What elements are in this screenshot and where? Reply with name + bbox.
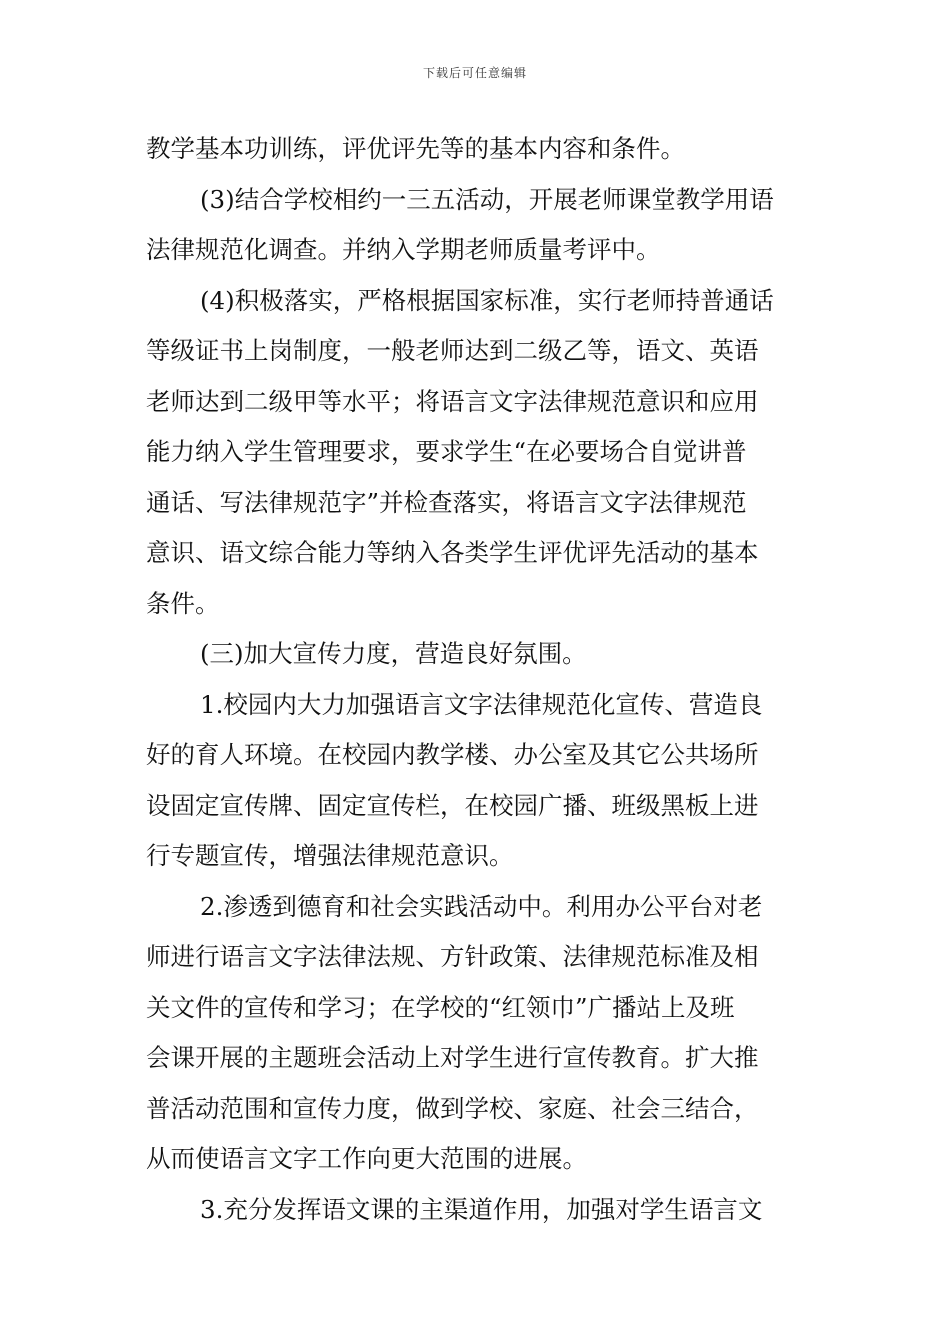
text-line: (4)积极落实，严格根据国家标准，实行老师持普通话 — [200, 285, 774, 315]
text-line: 师进行语言文字法律法规、方针政策、法律规范标准及相 — [146, 942, 759, 971]
text-line: 2.渗透到德育和社会实践活动中。利用办公平台对老 — [200, 891, 763, 921]
text-line: 3.充分发挥语文课的主渠道作用，加强对学生语言文 — [200, 1194, 763, 1224]
text-line: 关文件的宣传和学习；在学校的“红领巾”广播站上及班 — [146, 992, 735, 1022]
text-line: 意识、语文综合能力等纳入各类学生评优评先活动的基本 — [146, 538, 759, 567]
text-line: 通话、写法律规范字”并检查落实，将语言文字法律规范 — [146, 487, 747, 517]
text-line: (3)结合学校相约一三五活动，开展老师课堂教学用语 — [200, 184, 774, 214]
text-line: (三)加大宣传力度，营造良好氛围。 — [200, 639, 587, 668]
text-line: 1.校园内大力加强语言文字法律规范化宣传、营造良 — [200, 689, 763, 719]
text-line: 老师达到二级甲等水平；将语言文字法律规范意识和应用 — [146, 386, 759, 416]
text-line: 会课开展的主题班会活动上对学生进行宣传教育。扩大推 — [146, 1043, 759, 1072]
page-header: 下载后可任意编辑 — [422, 66, 527, 80]
text-line: 好的育人环境。在校园内教学楼、办公室及其它公共场所 — [146, 740, 759, 769]
text-line: 从而使语言文字工作向更大范围的进展。 — [146, 1144, 587, 1173]
text-line: 法律规范化调查。并纳入学期老师质量考评中。 — [146, 235, 661, 264]
text-line: 能力纳入学生管理要求，要求学生“在必要场合自觉讲普 — [146, 437, 747, 466]
text-line: 等级证书上岗制度，一般老师达到二级乙等，语文、英语 — [146, 336, 759, 365]
text-line: 条件。 — [146, 588, 220, 618]
text-line: 行专题宣传，增强法律规范意识。 — [146, 841, 514, 870]
text-line: 普活动范围和宣传力度，做到学校、家庭、社会三结合， — [146, 1093, 759, 1123]
text-line: 教学基本功训练，评优评先等的基本内容和条件。 — [146, 134, 685, 163]
text-line: 设固定宣传牌、固定宣传栏，在校园广播、班级黑板上进 — [146, 790, 759, 820]
document-body — [146, 124, 806, 1235]
